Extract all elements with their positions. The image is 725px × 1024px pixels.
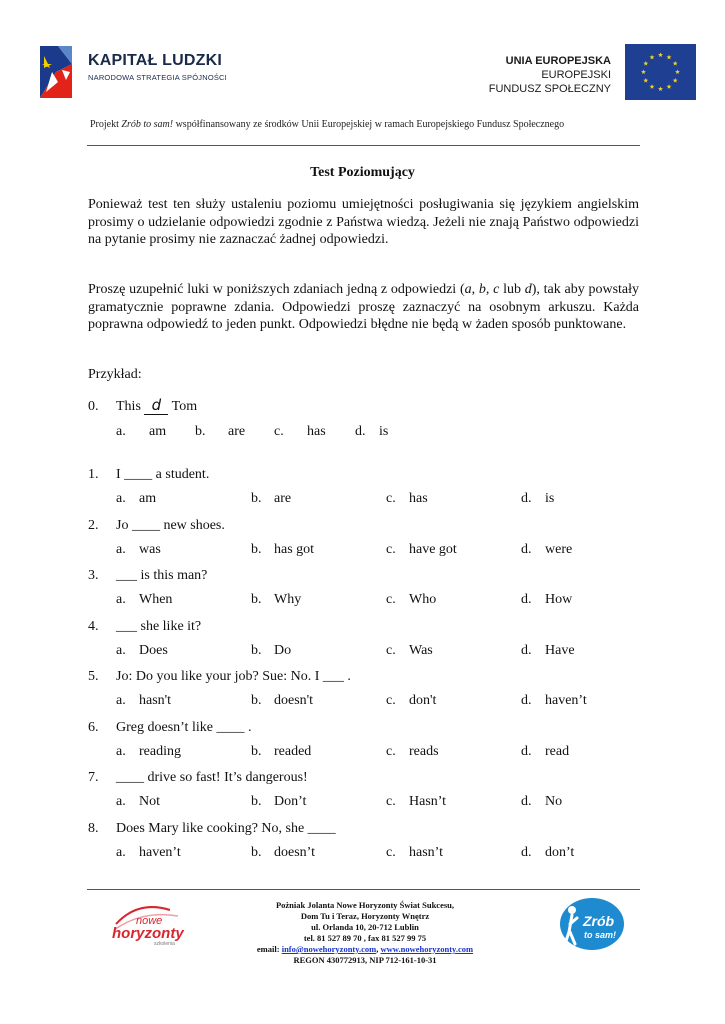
question-text: ____ drive so fast! It’s dangerous! bbox=[116, 770, 308, 785]
question-text: Jo ____ new shoes. bbox=[116, 518, 225, 533]
instr-a: a bbox=[464, 282, 472, 297]
question-text: Jo: Do you like your job? Sue: No. I ___ . bbox=[116, 669, 351, 684]
question-2-option-a-letter: a. bbox=[116, 542, 126, 557]
question-3-option-b-text: Why bbox=[274, 592, 302, 607]
question-text: ___ she like it? bbox=[116, 619, 202, 634]
example-option-b-letter: b. bbox=[195, 424, 206, 439]
instr-sep2: , bbox=[485, 282, 494, 297]
nh-logo-word3: szkolenia bbox=[154, 941, 175, 947]
footer-email-link[interactable]: info@nowehoryzonty.com bbox=[281, 944, 377, 954]
question-number: 4. bbox=[88, 619, 99, 634]
project-description: współfinansowany ze środków Unii Europejskiej w ramach Europejskiego Fundusz Społecznego bbox=[173, 119, 565, 130]
question-3-option-c-text: Who bbox=[409, 592, 437, 607]
question-3-option-b-letter: b. bbox=[251, 592, 262, 607]
example-number: 0. bbox=[88, 399, 99, 414]
question-number: 8. bbox=[88, 821, 99, 836]
question-6 bbox=[88, 719, 251, 736]
question-5-option-a-letter: a. bbox=[116, 693, 126, 708]
question-6-option-b-letter: b. bbox=[251, 744, 262, 759]
question-7-option-c-text: Hasn’t bbox=[409, 794, 447, 809]
instructions-part1: Proszę uzupełnić luki w poniższych zdaniach jedną z odpowiedzi ( bbox=[88, 282, 465, 297]
question-3-option-a-letter: a. bbox=[116, 592, 126, 607]
question-5-option-b-text: doesn't bbox=[274, 693, 314, 708]
question-text: Greg doesn’t like ____ . bbox=[116, 720, 252, 735]
question-6-option-b-text: readed bbox=[274, 744, 312, 759]
instr-sep1: , bbox=[471, 282, 479, 297]
question-1-option-c-letter: c. bbox=[386, 491, 396, 506]
question-6-option-d-text: read bbox=[545, 744, 570, 759]
question-number: 2. bbox=[88, 518, 99, 533]
question-8-option-d-letter: d. bbox=[521, 845, 532, 860]
question-2-option-b-text: has got bbox=[274, 542, 315, 557]
question-4-option-b-letter: b. bbox=[251, 643, 262, 658]
nh-logo-word1: nowe bbox=[136, 915, 163, 927]
footer-email-line bbox=[220, 944, 510, 955]
instr-lub: lub bbox=[499, 282, 525, 297]
question-3-option-d-letter: d. bbox=[521, 592, 532, 607]
question-4-option-a-letter: a. bbox=[116, 643, 126, 658]
question-5 bbox=[88, 668, 351, 685]
example-option-c-letter: c. bbox=[274, 424, 284, 439]
ue-line2: EUROPEJSKI bbox=[541, 69, 611, 81]
example-option-d-letter: d. bbox=[355, 424, 366, 439]
question-4-option-c-letter: c. bbox=[386, 643, 396, 658]
question-1-option-b-letter: b. bbox=[251, 491, 262, 506]
question-number: 1. bbox=[88, 467, 99, 482]
question-3-option-a-text: When bbox=[139, 592, 173, 607]
example-text-before: This bbox=[116, 399, 145, 414]
nh-logo-word2: horyzonty bbox=[112, 925, 184, 942]
question-text: I ____ a student. bbox=[116, 467, 210, 482]
kapital-ludzki-logo bbox=[38, 42, 238, 102]
instr-c: c bbox=[493, 282, 500, 297]
question-text: Does Mary like cooking? No, she ____ bbox=[116, 821, 336, 836]
project-name: Zrób to sam! bbox=[121, 119, 174, 130]
question-7-option-a-letter: a. bbox=[116, 794, 126, 809]
question-7-option-b-text: Don’t bbox=[274, 794, 307, 809]
question-text: ___ is this man? bbox=[116, 568, 208, 583]
question-2 bbox=[88, 517, 225, 534]
footer-divider bbox=[87, 889, 640, 890]
question-8-option-b-letter: b. bbox=[251, 845, 262, 860]
question-6-option-a-text: reading bbox=[139, 744, 181, 759]
question-3-option-c-letter: c. bbox=[386, 592, 396, 607]
question-1-option-b-text: are bbox=[274, 491, 292, 506]
question-5-option-a-text: hasn't bbox=[139, 693, 172, 708]
zs-logo-word2: to sam! bbox=[584, 930, 617, 940]
question-1 bbox=[88, 466, 209, 483]
footer-email-label: email: bbox=[256, 944, 282, 954]
question-1-option-a-letter: a. bbox=[116, 491, 126, 506]
question-5-option-d-letter: d. bbox=[521, 693, 532, 708]
question-8-option-a-text: haven’t bbox=[139, 845, 181, 860]
project-line bbox=[90, 119, 564, 130]
footer-line4: tel. 81 527 89 70 , fax 81 527 99 75 bbox=[303, 933, 427, 943]
question-4-option-d-text: Have bbox=[545, 643, 575, 658]
question-7-option-d-letter: d. bbox=[521, 794, 532, 809]
footer-line3: ul. Orlanda 10, 20-712 Lublin bbox=[311, 922, 419, 932]
zrob-to-sam-logo bbox=[557, 896, 627, 952]
question-3 bbox=[88, 567, 207, 584]
example-question bbox=[88, 398, 197, 415]
question-7-option-d-text: No bbox=[545, 794, 563, 809]
question-2-option-c-text: have got bbox=[409, 542, 457, 557]
question-number: 6. bbox=[88, 720, 99, 735]
question-8-option-c-text: hasn’t bbox=[409, 845, 443, 860]
example-option-a-text: am bbox=[149, 424, 167, 439]
example-option-a-letter: a. bbox=[116, 424, 126, 439]
question-8-option-d-text: don’t bbox=[545, 845, 575, 860]
question-2-option-d-text: were bbox=[545, 542, 573, 557]
nowe-horyzonty-logo bbox=[108, 902, 198, 947]
example-blank bbox=[144, 398, 168, 415]
question-8-option-b-text: doesn’t bbox=[274, 845, 315, 860]
project-prefix: Projekt bbox=[90, 119, 119, 130]
example-text-after: Tom bbox=[168, 399, 198, 414]
question-number: 7. bbox=[88, 770, 99, 785]
example-label: Przykład: bbox=[88, 367, 142, 382]
question-4-option-b-text: Do bbox=[274, 643, 292, 658]
example-handwritten-answer: d bbox=[151, 396, 162, 414]
question-8 bbox=[88, 820, 336, 837]
kapital-ludzki-title: KAPITAŁ LUDZKI bbox=[88, 52, 223, 69]
question-4-option-d-letter: d. bbox=[521, 643, 532, 658]
question-6-option-c-letter: c. bbox=[386, 744, 396, 759]
question-6-option-a-letter: a. bbox=[116, 744, 126, 759]
question-7-option-b-letter: b. bbox=[251, 794, 262, 809]
page-title: Test Poziomujący bbox=[310, 165, 415, 180]
example-option-c-text: has bbox=[307, 424, 326, 439]
footer-email-sep: , bbox=[376, 944, 381, 954]
question-6-option-c-text: reads bbox=[409, 744, 439, 759]
footer-line6: REGON 430772913, NIP 712-161-10-31 bbox=[293, 955, 437, 965]
zs-logo-word1: Zrób bbox=[583, 913, 615, 929]
ue-line3: FUNDUSZ SPOŁECZNY bbox=[488, 83, 611, 95]
question-5-option-d-text: haven’t bbox=[545, 693, 587, 708]
question-7-option-c-letter: c. bbox=[386, 794, 396, 809]
footer-line1: Pożniak Jolanta Nowe Horyzonty Świat Sukcesu, bbox=[275, 900, 455, 910]
instructions-part2: ), tak aby powstały gramatycznie poprawne zdania. Odpowiedzi proszę zaznaczyć na osobnym arkuszu. Każda poprawna odpowiedź to jeden punkt. Odpowiedzi błędne nie będą w żaden sposób punktowane. bbox=[88, 282, 640, 332]
example-option-d-text: is bbox=[379, 424, 389, 439]
footer-website-link[interactable]: www.nowehoryzonty.com bbox=[380, 944, 474, 954]
question-5-option-c-letter: c. bbox=[386, 693, 396, 708]
example-options bbox=[0, 424, 725, 444]
question-3-option-d-text: How bbox=[545, 592, 573, 607]
instructions-paragraph bbox=[88, 281, 639, 334]
intro-paragraph: Ponieważ test ten służy ustaleniu poziomu umiejętności posługiwania się językiem angielskim prosimy o udzielanie odpowiedzi zgodnie z Państwa wiedzą. Jeżeli nie znają Państwo odpowiedzi na pytanie prosimy nie zaznaczać żadnej odpowiedzi. bbox=[88, 197, 639, 247]
question-1-option-a-text: am bbox=[139, 491, 157, 506]
question-2-option-c-letter: c. bbox=[386, 542, 396, 557]
question-4 bbox=[88, 618, 201, 635]
question-5-option-b-letter: b. bbox=[251, 693, 262, 708]
question-1-option-d-text: is bbox=[545, 491, 555, 506]
question-7-option-a-text: Not bbox=[139, 794, 160, 809]
question-2-option-b-letter: b. bbox=[251, 542, 262, 557]
question-7 bbox=[88, 769, 308, 786]
question-number: 3. bbox=[88, 568, 99, 583]
question-6-option-d-letter: d. bbox=[521, 744, 532, 759]
question-number: 5. bbox=[88, 669, 99, 684]
instr-b: b bbox=[478, 282, 486, 297]
example-option-b-text: are bbox=[228, 424, 246, 439]
question-1-option-d-letter: d. bbox=[521, 491, 532, 506]
question-8-option-a-letter: a. bbox=[116, 845, 126, 860]
header-divider bbox=[87, 145, 640, 146]
question-5-option-c-text: don't bbox=[409, 693, 437, 708]
question-2-option-d-letter: d. bbox=[521, 542, 532, 557]
question-4-option-a-text: Does bbox=[139, 643, 168, 658]
footer-contact bbox=[220, 900, 510, 966]
footer-line2: Dom Tu i Teraz, Horyzonty Wnętrz bbox=[300, 911, 430, 921]
instr-d: d bbox=[524, 282, 532, 297]
question-4-option-c-text: Was bbox=[409, 643, 433, 658]
question-1-option-c-text: has bbox=[409, 491, 428, 506]
ue-title: UNIA EUROPEJSKA bbox=[505, 55, 611, 67]
eu-flag-icon bbox=[625, 44, 696, 100]
question-8-option-c-letter: c. bbox=[386, 845, 396, 860]
kapital-ludzki-subtitle: NARODOWA STRATEGIA SPÓJNOŚCI bbox=[88, 73, 227, 82]
question-2-option-a-text: was bbox=[139, 542, 161, 557]
